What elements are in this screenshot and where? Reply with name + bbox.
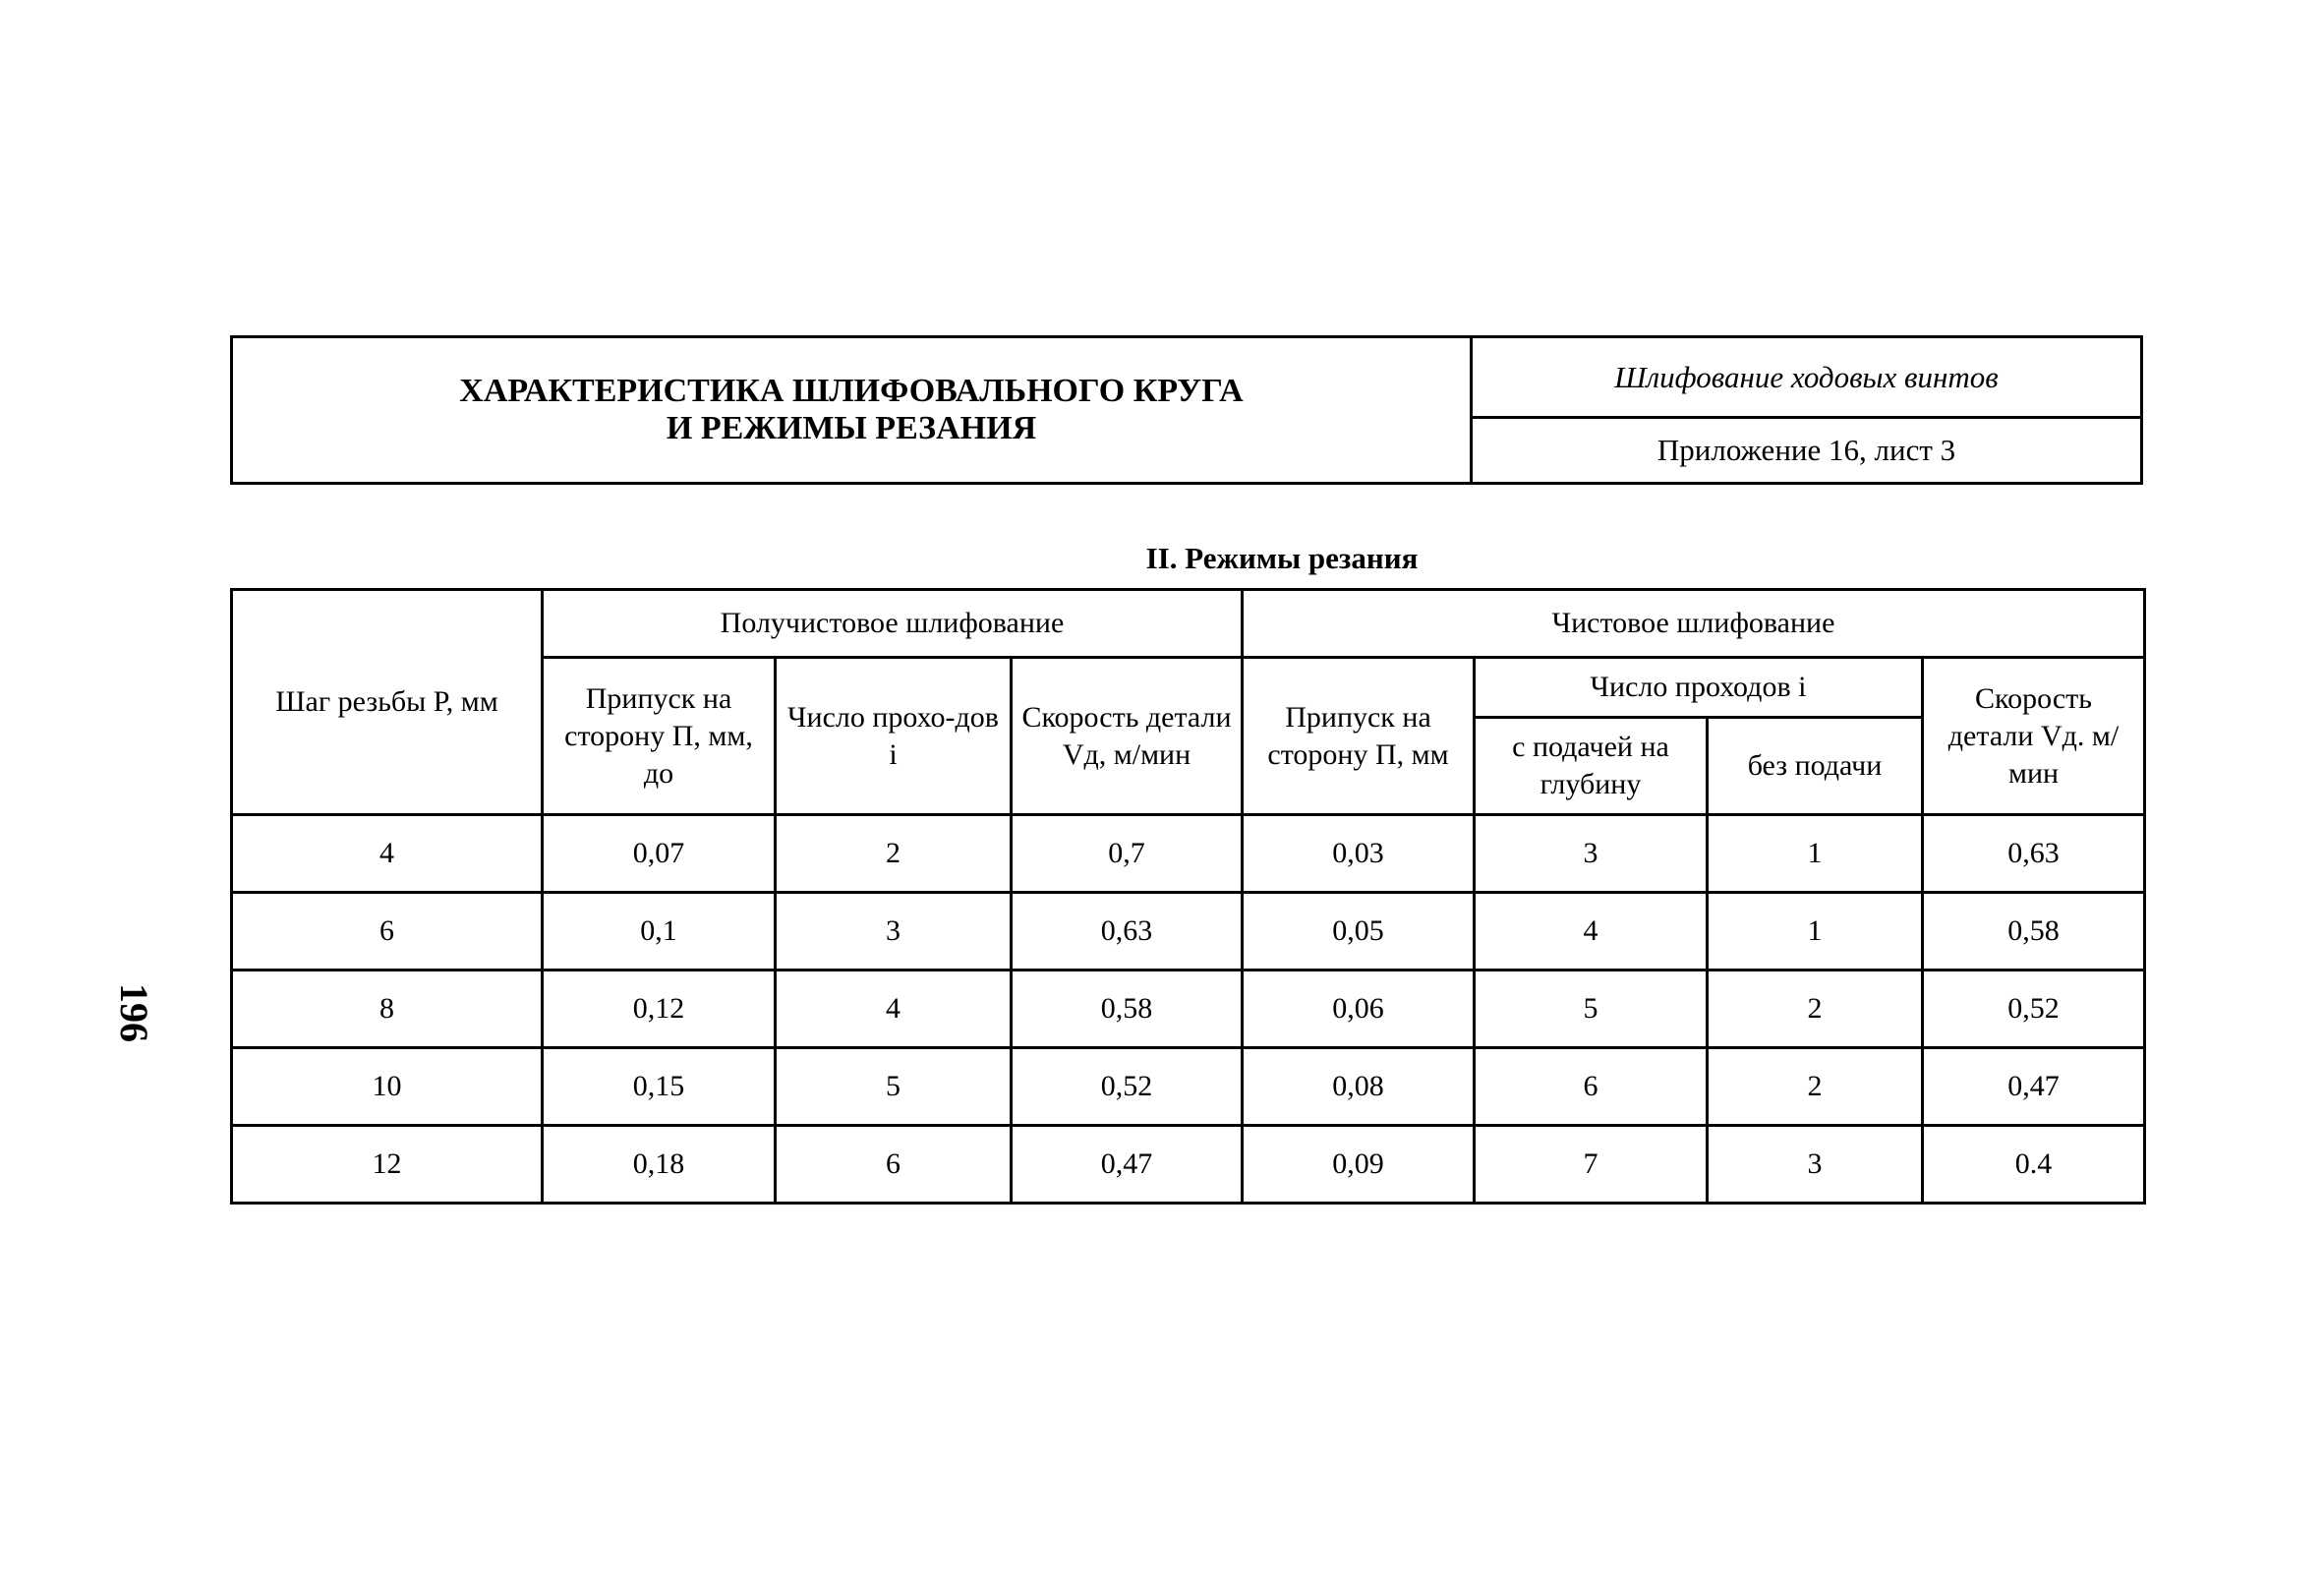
table-row (232, 1048, 2145, 1126)
table-cell: 2 (1708, 1048, 1923, 1126)
subject-label: Шлифование ходовых винтов (1473, 338, 2140, 419)
header-finish-group: Чистовое шлифование (1243, 590, 2145, 658)
table-cell: 0,63 (1012, 893, 1243, 970)
table-cell: 0,47 (1923, 1048, 2145, 1126)
table-cell: 0.4 (1923, 1126, 2145, 1204)
header-fin-passes-group: Число проходов i (1475, 658, 1923, 718)
table-cell: 0,07 (543, 815, 776, 893)
table-cell: 3 (1708, 1126, 1923, 1204)
table-cell: 0,7 (1012, 815, 1243, 893)
table-cell: 3 (1475, 815, 1708, 893)
table-cell: 12 (232, 1126, 543, 1204)
table-cell: 5 (1475, 970, 1708, 1048)
page-number: 196 (112, 983, 157, 1042)
table-cell: 0,12 (543, 970, 776, 1048)
table-cell: 0,58 (1012, 970, 1243, 1048)
header-thread-pitch: Шаг резьбы Р, мм (232, 590, 543, 815)
table-cell: 0,52 (1923, 970, 2145, 1048)
table-cell: 10 (232, 1048, 543, 1126)
table-row (232, 970, 2145, 1048)
table-cell: 0,1 (543, 893, 776, 970)
table-cell: 2 (1708, 970, 1923, 1048)
header-semi-allowance: Припуск на сторону П, мм, до (543, 658, 776, 815)
table-cell: 6 (232, 893, 543, 970)
header-meta (1473, 338, 2140, 482)
table-cell: 0,58 (1923, 893, 2145, 970)
title-line-2: И РЕЖИМЫ РЕЗАНИЯ (666, 410, 1037, 446)
table-cell: 0,09 (1243, 1126, 1475, 1204)
table-cell: 4 (776, 970, 1012, 1048)
table-cell: 6 (1475, 1048, 1708, 1126)
table-cell: 0,52 (1012, 1048, 1243, 1126)
header-fin-allowance: Припуск на сторону П, мм (1243, 658, 1475, 815)
header-fin-passes-feed: с подачей на глубину (1475, 718, 1708, 815)
table-cell: 0,15 (543, 1048, 776, 1126)
appendix-label: Приложение 16, лист 3 (1656, 433, 1956, 467)
cutting-modes-table (230, 588, 2146, 1205)
table-cell: 3 (776, 893, 1012, 970)
title-line-1: ХАРАКТЕРИСТИКА ШЛИФОВАЛЬНОГО КРУГА (459, 373, 1244, 409)
header-fin-passes-nofeed: без подачи (1708, 718, 1923, 815)
table-cell: 6 (776, 1126, 1012, 1204)
table-row (232, 815, 2145, 893)
table-cell: 0,03 (1243, 815, 1475, 893)
table-cell: 0,63 (1923, 815, 2145, 893)
table-row (232, 1126, 2145, 1204)
header-semifinish-group: Получистовое шлифование (543, 590, 1243, 658)
document-header (230, 335, 2143, 485)
header-semi-speed: Скорость детали Vд, м/мин (1012, 658, 1243, 815)
table-cell: 4 (232, 815, 543, 893)
table-cell: 2 (776, 815, 1012, 893)
table-cell: 1 (1708, 893, 1923, 970)
header-semi-passes: Число прохо-дов i (776, 658, 1012, 815)
section-title: II. Режимы резания (1145, 541, 1419, 575)
table-cell: 1 (1708, 815, 1923, 893)
table-cell: 0,05 (1243, 893, 1475, 970)
table-cell: 0,47 (1012, 1126, 1243, 1204)
table-cell: 8 (232, 970, 543, 1048)
table-cell: 4 (1475, 893, 1708, 970)
table-cell: 5 (776, 1048, 1012, 1126)
document-title (233, 338, 1473, 482)
table-cell: 0,18 (543, 1126, 776, 1204)
table-cell: 0,06 (1243, 970, 1475, 1048)
table-row (232, 893, 2145, 970)
table-cell: 7 (1475, 1126, 1708, 1204)
header-fin-speed: Скорость детали Vд. м/мин (1923, 658, 2145, 815)
table-cell: 0,08 (1243, 1048, 1475, 1126)
